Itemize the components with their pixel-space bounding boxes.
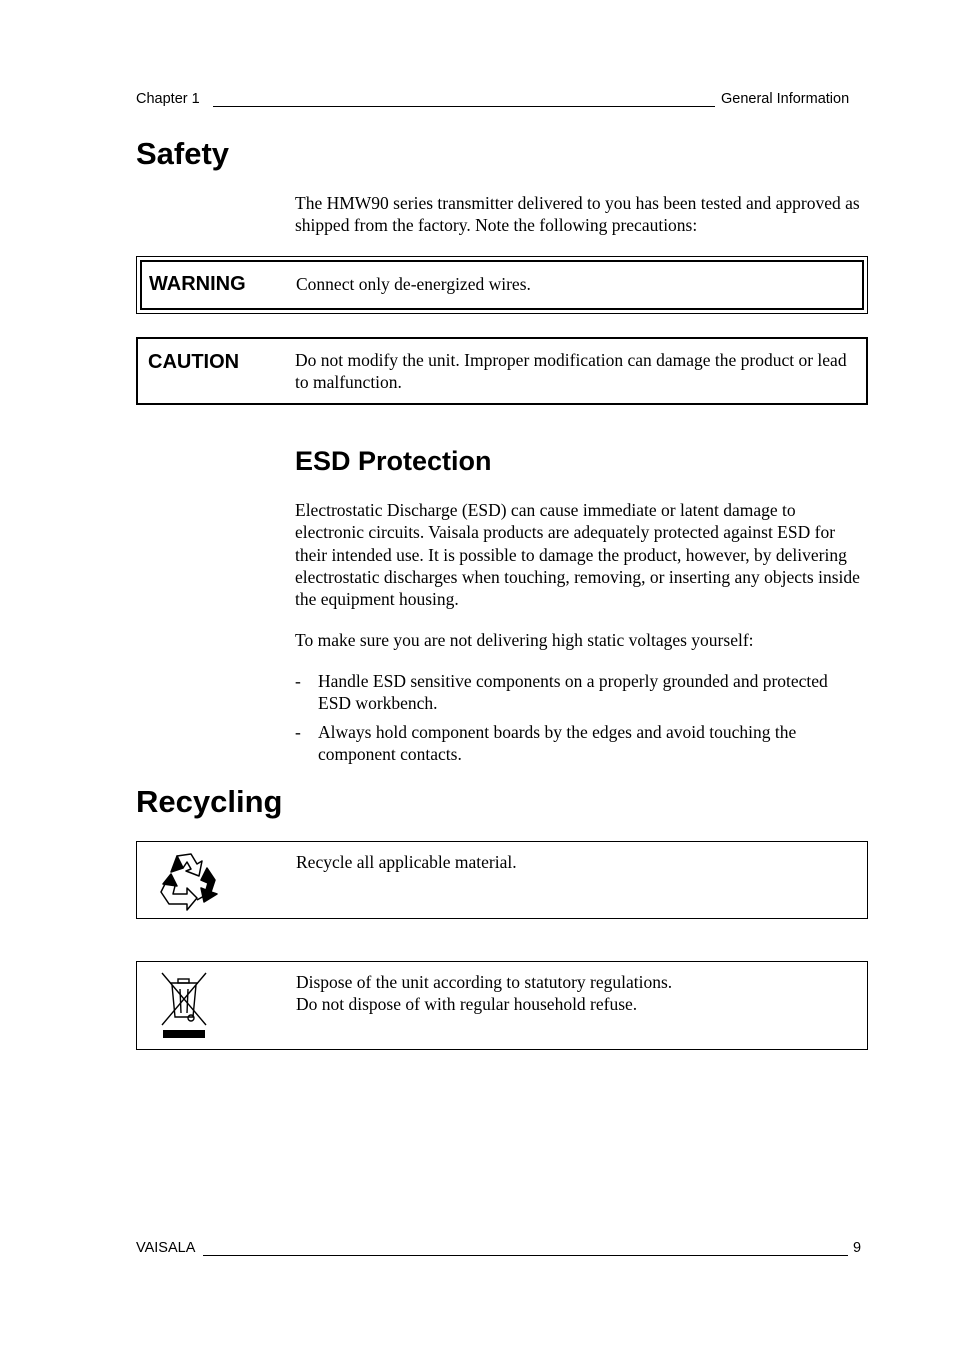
recycle-box <box>136 841 868 919</box>
weee-crossed-bin-icon <box>158 971 210 1041</box>
header-section: General Information <box>721 91 850 107</box>
dispose-line-1: Dispose of the unit according to statutory regulations. <box>296 972 673 992</box>
esd-bullet-1-text: Handle ESD sensitive components on a properly grounded and protected ESD workbench. <box>318 671 828 714</box>
caution-box <box>136 337 868 405</box>
warning-label: WARNING <box>149 273 246 295</box>
recycle-text: Recycle all applicable material. <box>296 852 517 872</box>
esd-heading: ESD Protection <box>295 446 492 476</box>
safety-intro: The HMW90 series transmitter delivered to you has been tested and approved as shipped from the factory. Note the following precautions: <box>295 193 860 236</box>
header-chapter: Chapter 1 <box>136 91 200 107</box>
bullet-dash: - <box>295 722 301 742</box>
dispose-box <box>136 961 868 1050</box>
header-rule <box>213 106 715 107</box>
dispose-line-2: Do not dispose of with regular household refuse. <box>296 994 638 1014</box>
safety-heading: Safety <box>136 136 230 171</box>
bullet-dash: - <box>295 671 301 691</box>
recycling-heading: Recycling <box>136 784 283 819</box>
esd-bullet-2-text: Always hold component boards by the edges and avoid touching the component contacts. <box>318 722 797 765</box>
recycle-icon <box>157 850 221 912</box>
footer-company: VAISALA <box>136 1240 196 1256</box>
caution-text: Do not modify the unit. Improper modification can damage the product or lead to malfunction. <box>295 350 847 393</box>
footer-rule <box>203 1255 848 1256</box>
warning-box <box>136 256 868 314</box>
caution-label: CAUTION <box>148 351 240 373</box>
page-number: 9 <box>853 1240 862 1256</box>
warning-text: Connect only de-energized wires. <box>296 274 531 294</box>
esd-paragraph-1: Electrostatic Discharge (ESD) can cause immediate or latent damage to electronic circuits. Vaisala products are adequately protected against ESD for their intended use. It is possible to damage the product, however, by delivering electrostatic discharges when touching, removing, or inserting any objects inside the equipment housing. <box>295 500 860 610</box>
esd-bullet-1 <box>295 670 855 715</box>
esd-paragraph-2: To make sure you are not delivering high static voltages yourself: <box>295 630 754 650</box>
esd-bullet-2 <box>295 721 855 766</box>
